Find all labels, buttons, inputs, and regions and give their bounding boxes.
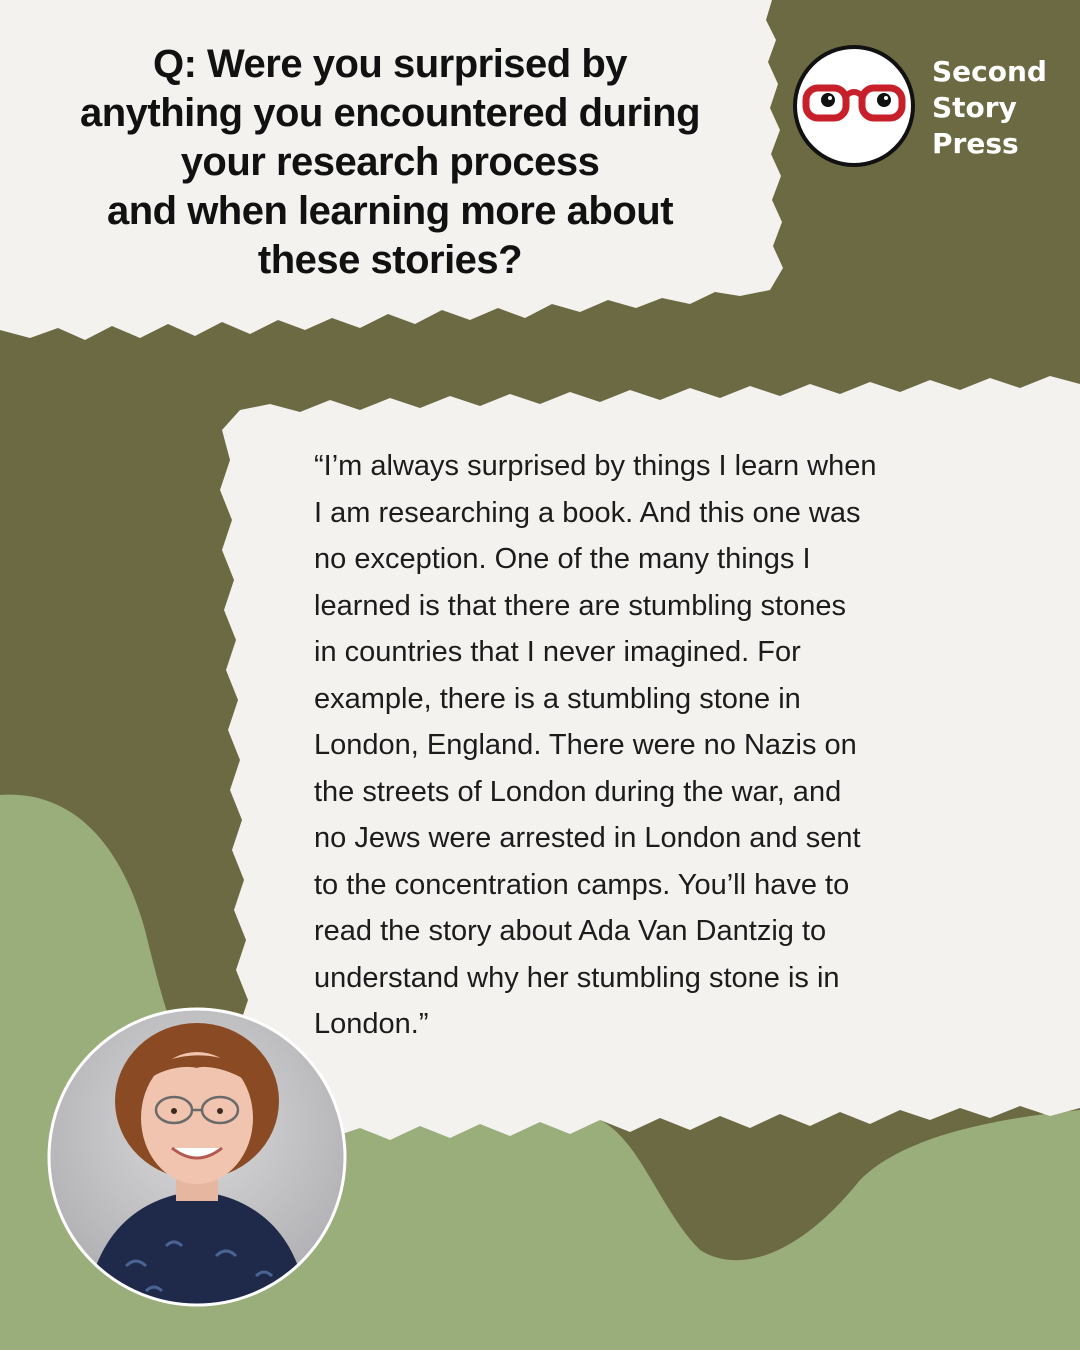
quote-line: in countries that I never imagined. For [314,636,801,668]
question-line: and when learning more about [106,189,674,233]
question-line: your research process [180,140,600,184]
publisher-logo-text [932,54,1047,162]
author-portrait [46,1006,348,1308]
quote-line: no Jews were arrested in London and sent [314,822,861,854]
logo-line: Story [932,91,1017,124]
quote-line: I am researching a book. And this one was [314,496,861,529]
logo-line: Press [932,127,1019,160]
quote-line: London, England. There were no Nazis on [314,729,857,761]
question-line: Q: Were you surprised by [152,42,628,86]
question-line: anything you encountered during [79,91,701,135]
glasses-icon [792,44,916,168]
quote-line: example, there is a stumbling stone in [314,682,801,715]
quote-line: learned is that there are stumbling stones [314,589,846,622]
author-quote [314,443,1034,1048]
quote-line: understand why her stumbling stone is in [314,961,840,994]
question-heading [20,40,760,285]
quote-line: the streets of London during the war, and [314,775,842,808]
quote-line: “I’m always surprised by things I learn when [314,450,877,482]
question-line: these stories? [257,238,523,282]
quote-line: to the concentration camps. You’ll have to [314,868,850,901]
quote-line: read the story about Ada Van Dantzig to [314,915,827,947]
quote-line: London.” [314,1008,429,1040]
quote-line: no exception. One of the many things I [314,543,811,575]
logo-line: Second [932,55,1047,88]
